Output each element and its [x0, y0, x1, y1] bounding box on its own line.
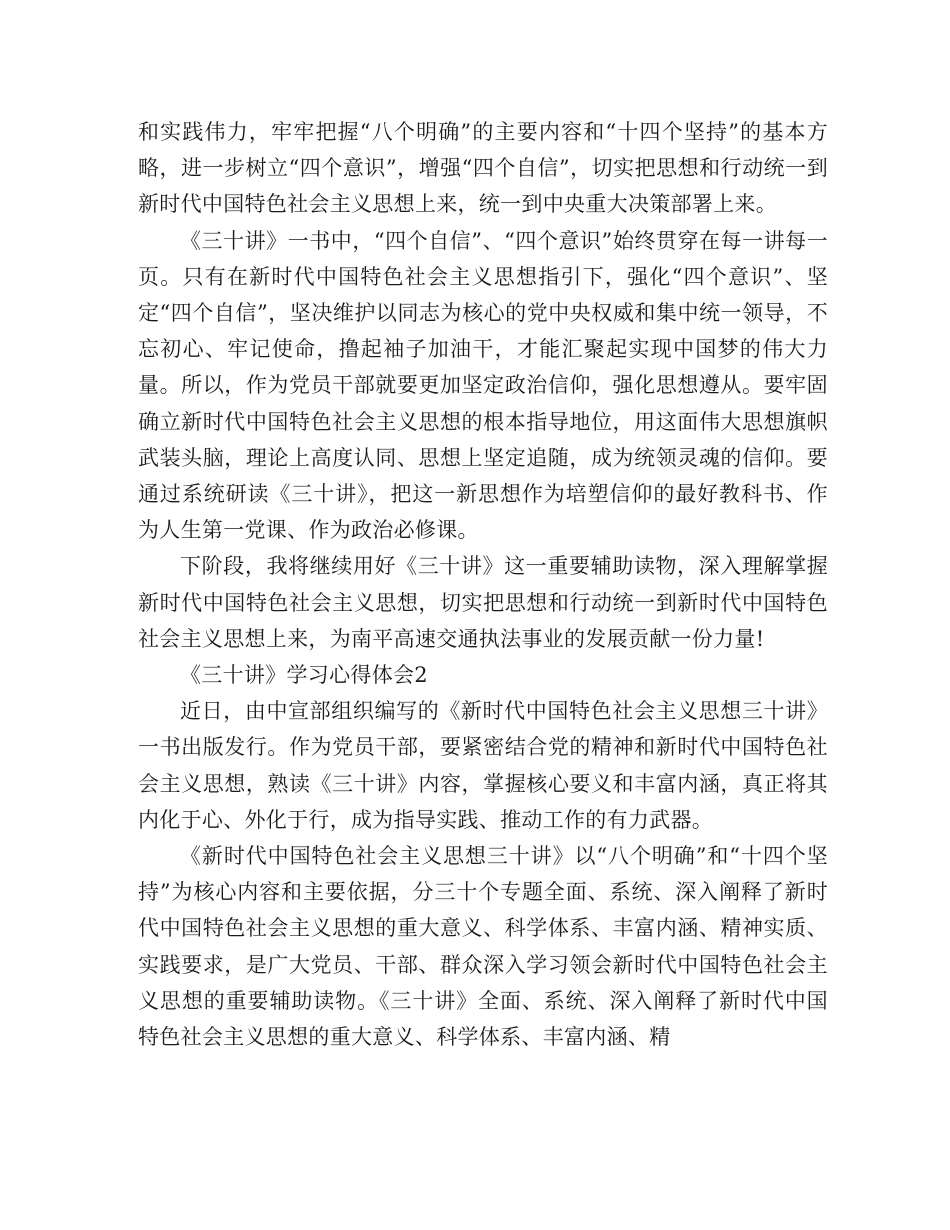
- paragraph: 近日，由中宣部组织编写的《新时代中国特色社会主义思想三十讲》一书出版发行。作为党员干部，要紧密结合党的精神和新时代中国特色社会主义思想，熟读《三十讲》内容，掌握核心要义和丰富内涵，真正将其内化于心、外化于行，成为指导实践、推动工作的有力武器。: [138, 699, 828, 832]
- paragraph-continuation: 和实践伟力，牢牢把握“八个明确”的主要内容和“十四个坚持”的基本方略，进一步树立“四个意识”，增强“四个自信”，切实把思想和行动统一到新时代中国特色社会主义思想上来，统一到中央重大决策部署上来。: [138, 120, 828, 217]
- paragraph: 下阶段，我将继续用好《三十讲》这一重要辅助读物，深入理解掌握新时代中国特色社会主义思想，切实把思想和行动统一到新时代中国特色社会主义思想上来，为南平高速交通执法事业的发展贡献一份力量!: [138, 554, 828, 651]
- paragraph: 《三十讲》一书中，“四个自信”、“四个意识”始终贯穿在每一讲每一页。只有在新时代中国特色社会主义思想指引下，强化“四个意识”、坚定“四个自信”，坚决维护以同志为核心的党中央权威和集中统一领导，不忘初心、牢记使命，撸起袖子加油干，才能汇聚起实现中国梦的伟大力量。所以，作为党员干部就要更加坚定政治信仰，强化思想遵从。要牢固确立新时代中国特色社会主义思想的根本指导地位，用这面伟大思想旗帜武装头脑，理论上高度认同、思想上坚定追随，成为统领灵魂的信仰。要通过系统研读《三十讲》，把这一新思想作为培塑信仰的最好教科书、作为人生第一党课、作为政治必修课。: [138, 228, 828, 543]
- section-heading: 《三十讲》学习心得体会2: [180, 663, 428, 688]
- paragraph: 《新时代中国特色社会主义思想三十讲》以“八个明确”和“十四个坚持”为核心内容和主要依据，分三十个专题全面、系统、深入阐释了新时代中国特色社会主义思想的重大意义、科学体系、丰富内涵、精神实质、实践要求，是广大党员、干部、群众深入学习领会新时代中国特色社会主义思想的重要辅助读物。《三十讲》全面、系统、深入阐释了新时代中国特色社会主义思想的重大意义、科学体系、丰富内涵、精: [138, 844, 828, 1050]
- document-body: [138, 114, 828, 1055]
